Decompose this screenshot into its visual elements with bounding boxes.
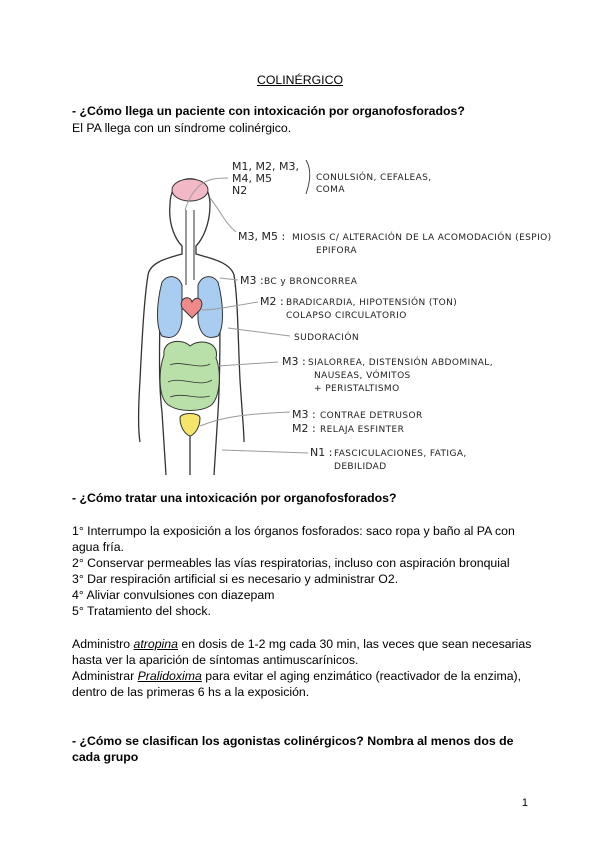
left-lung: [158, 277, 183, 338]
label-bladder-effects-2: RELAJA ESFINTER: [320, 425, 405, 435]
question-2: - ¿Cómo tratar una intoxicación por organofosforados?: [72, 491, 397, 505]
label-nm-effects-1: FASCICULACIONES, FATIGA,: [334, 449, 467, 459]
intestines: [160, 341, 219, 410]
label-heart-effects-1: BRADICARDIA, HIPOTENSIÓN (TON): [286, 298, 458, 308]
atropine-paragraph-line1: Administro atropina en dosis de 1-2 mg cada 30 min, las veces que sean necesarias: [72, 637, 532, 651]
label-lung-receptor: M3 :: [240, 274, 264, 287]
label-gi-effects-3: + PERISTALTISMO: [314, 384, 400, 394]
trachea: [186, 210, 194, 285]
page-title: COLINÉRGICO: [256, 73, 344, 87]
treatment-step: 5° Tratamiento del shock.: [72, 604, 211, 618]
label-central-receptors-2: M4, M5: [232, 172, 272, 185]
label-nm-receptor: N1 :: [310, 446, 333, 459]
question-3-line2: cada grupo: [72, 750, 139, 764]
treatment-step: 2° Conservar permeables las vías respiratorias, incluso con aspiración bronquial: [72, 556, 510, 570]
atropine-drug-name: atropina: [133, 637, 178, 651]
label-heart-effects-2: COLAPSO CIRCULATORIO: [286, 311, 407, 321]
label-gi-effects-1: SIALORREA, DISTENSIÓN ABDOMINAL,: [308, 358, 493, 368]
label-eye-receptors: M3, M5 :: [238, 230, 286, 243]
label-bladder-effects-1: CONTRAE DETRUSOR: [320, 411, 423, 421]
label-bladder-receptor-2: M2 :: [292, 422, 316, 435]
pralidoxime-drug-name: Pralidoxima: [137, 669, 202, 683]
question-3-line1: - ¿Cómo se clasifican los agonistas colinérgicos? Nombra al menos dos de: [72, 734, 514, 748]
pralidoxime-paragraph-line2: dentro de las primeras 6 hs a la exposición.: [72, 685, 310, 699]
label-heart-receptor: M2 :: [260, 295, 284, 308]
question-1: - ¿Cómo llega un paciente con intoxicación por organofosforados?: [72, 104, 465, 118]
treatment-step: 3° Dar respiración artificial si es necesario y administrar O2.: [72, 572, 399, 586]
label-eye-effects-1: MIOSIS C/ ALTERACIÓN DE LA ACOMODACIÓN (ESPIO): [292, 233, 552, 243]
label-lung-effects: BC y BRONCORREA: [264, 277, 358, 287]
label-central-effects-1: CONULSIÓN, CEFALEAS,: [316, 173, 432, 183]
cholinergic-syndrome-diagram: [140, 150, 552, 475]
label-gi-receptor: M3 :: [282, 355, 306, 368]
label-eye-effects-2: EPIFORA: [316, 246, 357, 256]
label-central-effects-2: COMA: [316, 185, 345, 195]
label-central-receptors-3: N2: [232, 184, 248, 197]
label-central-receptors-1: M1, M2, M3,: [232, 160, 299, 173]
page-number: 1: [521, 797, 528, 809]
atropine-paragraph-line2: hasta ver la aparición de síntomas antimuscarínicos.: [72, 653, 359, 667]
bladder-organ: [180, 414, 200, 437]
treatment-step: agua fría.: [72, 540, 124, 554]
treatment-step: 4° Aliviar convulsiones con diazepam: [72, 588, 275, 602]
label-nm-effects-2: DEBILIDAD: [334, 462, 387, 472]
treatment-step: 1° Interrumpo la exposición a los órganos fosforados: saco ropa y baño al PA con: [72, 524, 515, 538]
label-bladder-receptor-1: M3 :: [292, 408, 316, 421]
label-sweat: SUDORACIÓN: [294, 333, 359, 343]
pralidoxime-paragraph-line1: Administrar Pralidoxima para evitar el aging enzimático (reactivador de la enzima),: [72, 669, 522, 683]
label-gi-effects-2: NAUSEAS, VÓMITOS: [314, 371, 411, 381]
answer-1: El PA llega con un síndrome colinérgico.: [72, 121, 292, 135]
